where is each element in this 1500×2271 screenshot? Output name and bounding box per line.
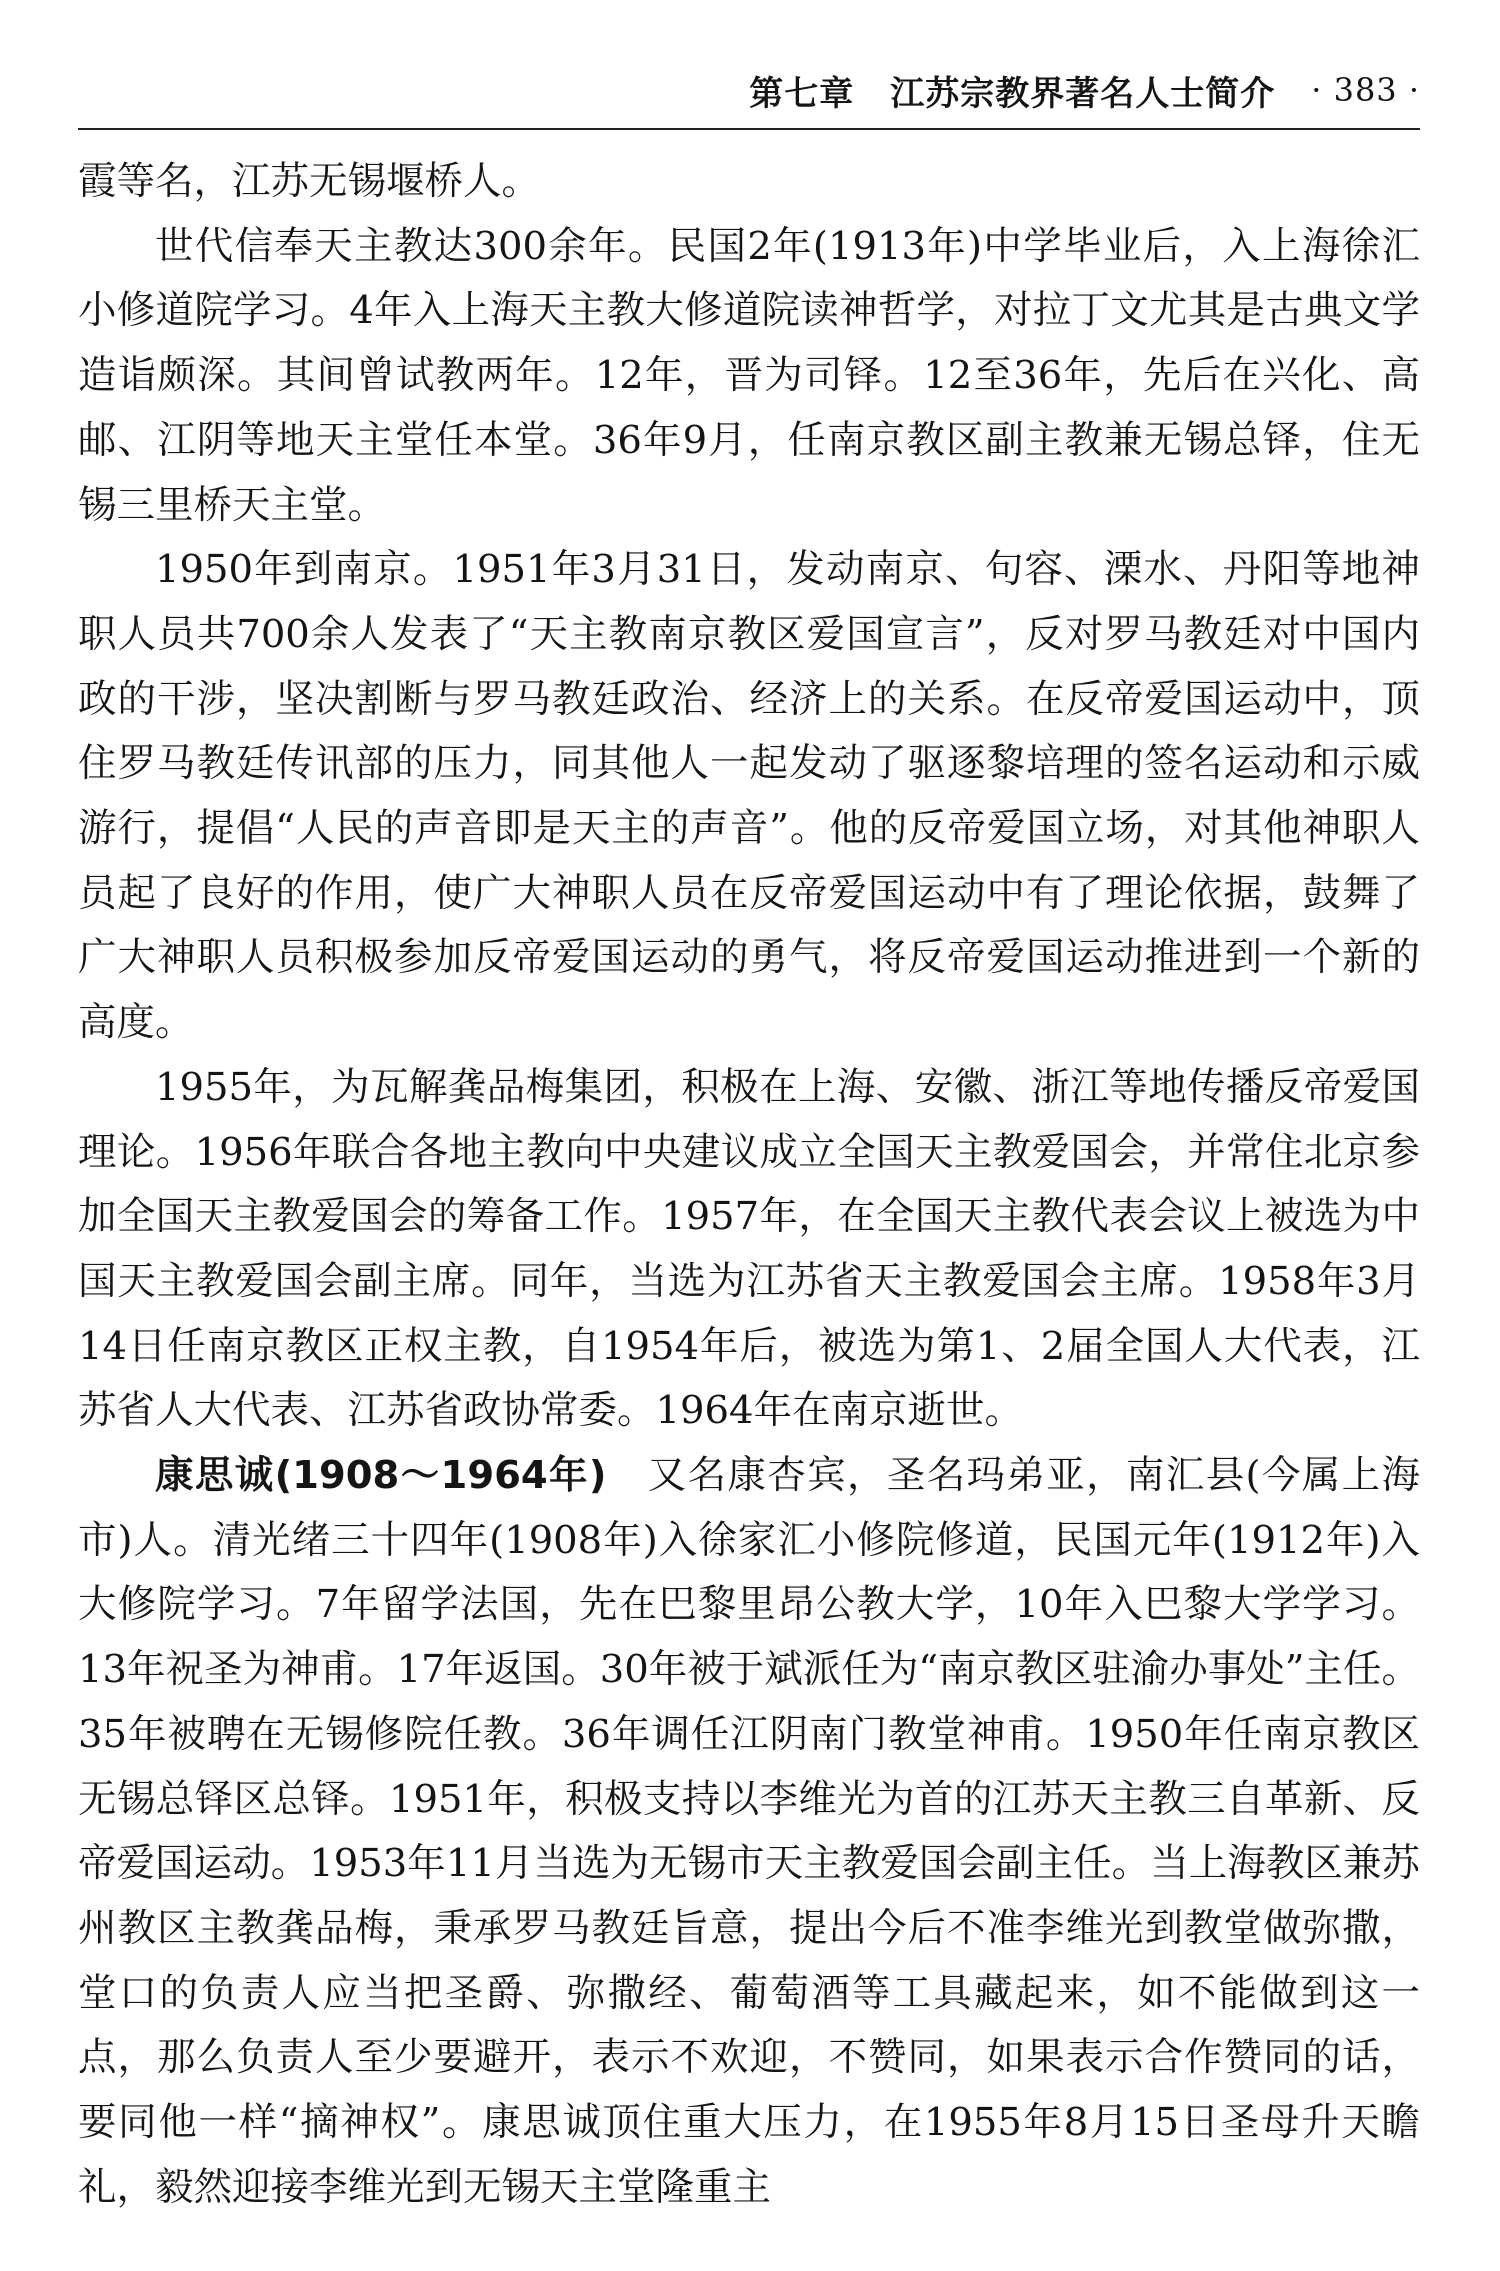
paragraph: 1955年，为瓦解龚品梅集团，积极在上海、安徽、浙江等地传播反帝爱国理论。1956年联合各地主教向中央建议成立全国天主教爱国会，并常住北京参加全国天主教爱国会的筹备工作。1957年，在全国天主教代表会议上被选为中国天主教爱国会副主席。同年，当选为江苏省天主教爱国会主席。1958年3月14日任南京教区正权主教，自1954年后，被选为第1、2届全国人大代表，江苏省人大代表、江苏省政协常委。1964年在南京逝世。 [78, 1064, 1420, 1434]
biography-entry [78, 1444, 1420, 2220]
entry-text: 又名康杏宾，圣名玛弟亚，南汇县(今属上海市)人。清光绪三十四年(1908年)入徐家汇小修院修道，民国元年(1912年)入大修院学习。7年留学法国，先在巴黎里昂公教大学，10年入巴黎大学学习。13年祝圣为神甫。17年返国。30年被于斌派任为“南京教区驻渝办事处”主任。35年被聘在无锡修院任教。36年调任江阴南门教堂神甫。1950年任南京教区无锡总铎区总铎。1951年，积极支持以李维光为首的江苏天主教三自革新、反帝爱国运动。1953年11月当选为无锡市天主教爱国会副主任。当上海教区兼苏州教区主教龚品梅，秉承罗马教廷旨意，提出今后不准李维光到教堂做弥撒，堂口的负责人应当把圣爵、弥撒经、葡萄酒等工具藏起来，如不能做到这一点，那么负责人至少要避开，表示不欢迎，不赞同，如果表示合作赞同的话，要同他一样“摘神权”。康思诚顶住重大压力，在1955年8月15日圣母升天瞻礼，毅然迎接李维光到无锡天主堂隆重主 [78, 1453, 1420, 2210]
chapter-title: 江苏宗教界著名人士简介 [890, 73, 1276, 114]
body-text [78, 150, 1420, 2221]
page-number: · 383 · [1311, 71, 1420, 109]
header-rule [78, 128, 1420, 130]
paragraph: 1950年到南京。1951年3月31日，发动南京、句容、溧水、丹阳等地神职人员共700余人发表了“天主教南京教区爱国宣言”，反对罗马教廷对中国内政的干涉，坚决割断与罗马教廷政治、经济上的关系。在反帝爱国运动中，顶住罗马教廷传讯部的压力，同其他人一起发动了驱逐黎培理的签名运动和示威游行，提倡“人民的声音即是天主的声音”。他的反帝爱国立场，对其他神职人员起了良好的作用，使广大神职人员在反帝爱国运动中有了理论依据，鼓舞了广大神职人员积极参加反帝爱国运动的勇气，将反帝爱国运动推进到一个新的高度。 [78, 547, 1420, 1046]
entry-name: 康思诚(1908～1964年) [155, 1453, 607, 1499]
paragraph: 世代信奉天主教达300余年。民国2年(1913年)中学毕业后，入上海徐汇小修道院学习。4年入上海天主教大修道院读神哲学，对拉丁文尤其是古典文学造诣颇深。其间曾试教两年。12年，晋为司铎。12至36年，先后在兴化、高邮、江阴等地天主堂任本堂。36年9月，任南京教区副主教兼无锡总铎，住无锡三里桥天主堂。 [78, 223, 1420, 528]
running-header [600, 60, 1420, 120]
paragraph-continuation: 霞等名，江苏无锡堰桥人。 [78, 159, 541, 204]
chapter-label: 第七章 [749, 73, 855, 114]
